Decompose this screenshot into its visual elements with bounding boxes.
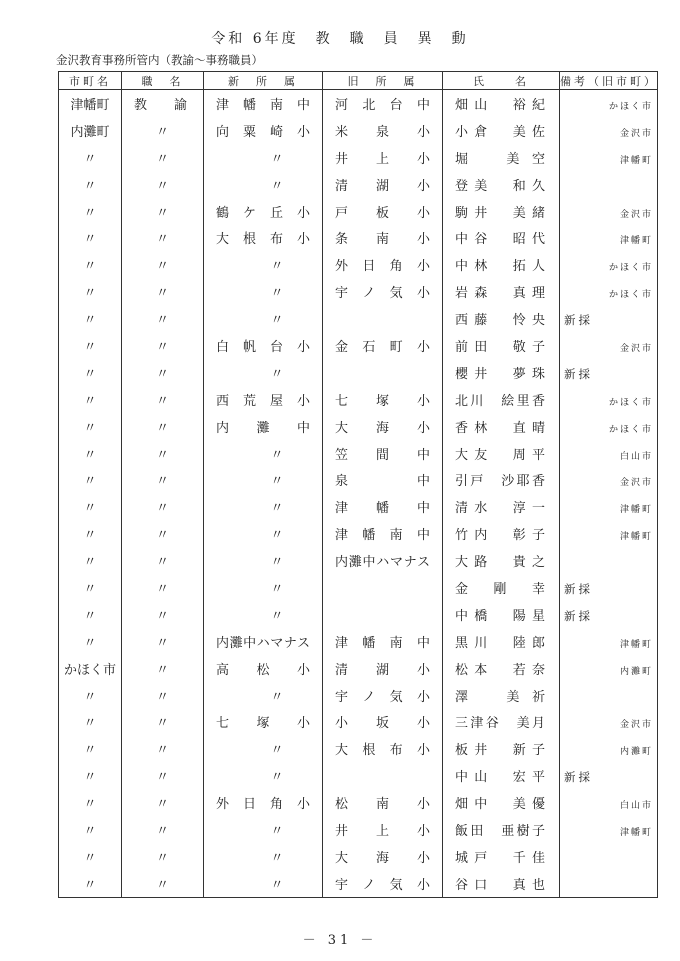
document-title: 令和 6年度 教 職 員 異 動 (211, 31, 469, 47)
previous-city: 金沢市 (619, 720, 653, 731)
cell-name: 谷口 真也 (443, 870, 560, 897)
cell-position: 〃 (122, 144, 204, 171)
cell-old-school: 津幡南中 (323, 520, 443, 547)
previous-city: 白山市 (619, 801, 653, 812)
cell-old-school: 米泉小 (323, 117, 443, 144)
previous-city: 内灘町 (619, 666, 653, 677)
cell-new-school: 〃 (204, 843, 323, 870)
cell-remarks (560, 332, 658, 359)
cell-old-school: 松南小 (323, 789, 443, 816)
header-position: 職 名 (122, 72, 204, 90)
table-row (59, 520, 658, 547)
cell-name: 香林 直晴 (443, 413, 560, 440)
cell-name: 中橋 陽星 (443, 601, 560, 628)
table-row (59, 574, 658, 601)
table-row (59, 466, 658, 493)
previous-city: 白山市 (619, 451, 653, 462)
cell-city: 〃 (59, 762, 122, 789)
table-row (59, 735, 658, 762)
cell-name: 小倉 美佐 (443, 117, 560, 144)
cell-old-school: 津幡中 (323, 493, 443, 520)
table-row (59, 413, 658, 440)
cell-remarks (560, 413, 658, 440)
table-row (59, 789, 658, 816)
cell-position: 〃 (122, 601, 204, 628)
previous-city: 金沢市 (619, 344, 653, 355)
cell-remarks (560, 682, 658, 709)
previous-city: かほく市 (608, 397, 653, 408)
cell-remarks (560, 278, 658, 305)
header-old-school: 旧 所 属 (323, 72, 443, 90)
cell-remarks (560, 574, 658, 601)
cell-position: 〃 (122, 359, 204, 386)
table-row (59, 305, 658, 332)
cell-remarks (560, 144, 658, 171)
cell-name: 中谷 昭代 (443, 224, 560, 251)
memo-new-hire: 新採 (564, 313, 593, 328)
cell-remarks (560, 735, 658, 762)
memo-new-hire: 新採 (564, 770, 593, 785)
cell-position: 〃 (122, 520, 204, 547)
cell-new-school: 〃 (204, 466, 323, 493)
cell-city: 〃 (59, 440, 122, 467)
previous-city: 津幡町 (619, 639, 653, 650)
cell-remarks (560, 520, 658, 547)
cell-new-school: 〃 (204, 601, 323, 628)
cell-remarks (560, 198, 658, 225)
cell-position: 〃 (122, 466, 204, 493)
cell-city: 〃 (59, 708, 122, 735)
table-row (59, 547, 658, 574)
cell-position: 〃 (122, 117, 204, 144)
table-row (59, 198, 658, 225)
cell-city: 〃 (59, 278, 122, 305)
cell-name: 金 剛 幸 (443, 574, 560, 601)
cell-remarks (560, 305, 658, 332)
cell-remarks (560, 251, 658, 278)
cell-city: 〃 (59, 682, 122, 709)
cell-name: 登美 和久 (443, 171, 560, 198)
cell-name: 飯田 亜樹子 (443, 816, 560, 843)
cell-new-school: 七塚小 (204, 708, 323, 735)
cell-position: 〃 (122, 198, 204, 225)
previous-city: 津幡町 (619, 532, 653, 543)
table-row (59, 117, 658, 144)
table-row (59, 386, 658, 413)
cell-new-school: 西荒屋小 (204, 386, 323, 413)
cell-new-school: 外日角小 (204, 789, 323, 816)
cell-position: 〃 (122, 870, 204, 897)
cell-new-school: 白帆台小 (204, 332, 323, 359)
cell-remarks (560, 628, 658, 655)
cell-city: かほく市 (59, 655, 122, 682)
memo-new-hire: 新採 (564, 608, 593, 623)
cell-old-school: 大根布小 (323, 735, 443, 762)
cell-new-school: 内灘中 (204, 413, 323, 440)
cell-city: 〃 (59, 171, 122, 198)
cell-name: 中山 宏平 (443, 762, 560, 789)
document-subtitle: 金沢教育事務所管内（教諭〜事務職員） (56, 53, 263, 67)
cell-position: 〃 (122, 789, 204, 816)
table-row (59, 332, 658, 359)
previous-city: 内灘町 (619, 747, 653, 758)
cell-old-school: 清湖小 (323, 171, 443, 198)
cell-remarks (560, 816, 658, 843)
cell-new-school: 〃 (204, 816, 323, 843)
cell-city: 〃 (59, 735, 122, 762)
cell-old-school: 戸板小 (323, 198, 443, 225)
cell-old-school (323, 305, 443, 332)
table-row (59, 601, 658, 628)
cell-new-school: 〃 (204, 870, 323, 897)
cell-old-school: 泉中 (323, 466, 443, 493)
cell-name: 澤 美祈 (443, 682, 560, 709)
cell-old-school (323, 359, 443, 386)
cell-city: 〃 (59, 789, 122, 816)
cell-city: 〃 (59, 601, 122, 628)
cell-city: 〃 (59, 870, 122, 897)
previous-city: 金沢市 (619, 128, 653, 139)
cell-name: 畑中 美優 (443, 789, 560, 816)
cell-remarks (560, 843, 658, 870)
cell-remarks (560, 547, 658, 574)
cell-name: 櫻井 夢珠 (443, 359, 560, 386)
cell-position: 〃 (122, 682, 204, 709)
cell-position: 〃 (122, 843, 204, 870)
cell-city: 〃 (59, 547, 122, 574)
previous-city: 津幡町 (619, 828, 653, 839)
cell-city: 〃 (59, 816, 122, 843)
cell-old-school: 小坂小 (323, 708, 443, 735)
cell-name: 北川 絵里香 (443, 386, 560, 413)
table-row (59, 682, 658, 709)
cell-old-school (323, 574, 443, 601)
cell-new-school: 〃 (204, 735, 323, 762)
table-row (59, 90, 658, 117)
cell-position: 〃 (122, 440, 204, 467)
cell-city: 〃 (59, 386, 122, 413)
header-name: 氏 名 (443, 72, 560, 90)
table-row (59, 171, 658, 198)
cell-new-school: 〃 (204, 574, 323, 601)
cell-city: 〃 (59, 198, 122, 225)
cell-old-school: 外日角小 (323, 251, 443, 278)
cell-city: 〃 (59, 628, 122, 655)
cell-old-school: 大海小 (323, 413, 443, 440)
cell-name: 城戸 千佳 (443, 843, 560, 870)
cell-name: 堀 美空 (443, 144, 560, 171)
cell-position: 〃 (122, 628, 204, 655)
cell-city: 〃 (59, 332, 122, 359)
cell-position: 〃 (122, 332, 204, 359)
cell-old-school: 宇ノ気小 (323, 870, 443, 897)
cell-old-school: 清湖小 (323, 655, 443, 682)
cell-name: 西藤 怜央 (443, 305, 560, 332)
cell-position: 〃 (122, 251, 204, 278)
cell-position: 〃 (122, 574, 204, 601)
cell-new-school: 〃 (204, 359, 323, 386)
cell-name: 岩森 真理 (443, 278, 560, 305)
cell-position: 〃 (122, 493, 204, 520)
cell-position: 〃 (122, 171, 204, 198)
cell-remarks (560, 870, 658, 897)
cell-position: 〃 (122, 547, 204, 574)
previous-city: かほく市 (608, 424, 653, 435)
previous-city: 津幡町 (619, 236, 653, 247)
table-row (59, 843, 658, 870)
previous-city: 津幡町 (619, 155, 653, 166)
cell-new-school: 〃 (204, 171, 323, 198)
table-row (59, 493, 658, 520)
cell-city: 〃 (59, 466, 122, 493)
cell-old-school: 宇ノ気小 (323, 278, 443, 305)
cell-position: 教諭 (122, 90, 204, 117)
cell-old-school: 金石町小 (323, 332, 443, 359)
cell-new-school: 〃 (204, 762, 323, 789)
cell-name: 清水 淳一 (443, 493, 560, 520)
cell-old-school: 井上小 (323, 144, 443, 171)
cell-name: 大友 周平 (443, 440, 560, 467)
cell-old-school: 井上小 (323, 816, 443, 843)
previous-city: 金沢市 (619, 209, 653, 220)
cell-new-school: 向粟崎小 (204, 117, 323, 144)
cell-city: 〃 (59, 413, 122, 440)
cell-position: 〃 (122, 762, 204, 789)
cell-remarks (560, 762, 658, 789)
cell-city: 〃 (59, 574, 122, 601)
cell-position: 〃 (122, 278, 204, 305)
table-row (59, 655, 658, 682)
cell-old-school: 条南小 (323, 224, 443, 251)
table-row (59, 816, 658, 843)
cell-remarks (560, 90, 658, 117)
cell-new-school: 大根布小 (204, 224, 323, 251)
table-header-row (59, 72, 658, 90)
cell-position: 〃 (122, 305, 204, 332)
cell-name: 竹内 彰子 (443, 520, 560, 547)
cell-remarks (560, 440, 658, 467)
cell-new-school: 〃 (204, 520, 323, 547)
header-city: 市町名 (59, 72, 122, 90)
cell-name: 前田 敬子 (443, 332, 560, 359)
cell-old-school: 内灘中ハマナス (323, 547, 443, 574)
table-row (59, 144, 658, 171)
cell-new-school: 〃 (204, 547, 323, 574)
cell-position: 〃 (122, 708, 204, 735)
cell-new-school: 津幡南中 (204, 90, 323, 117)
cell-new-school: 〃 (204, 251, 323, 278)
cell-city: 内灘町 (59, 117, 122, 144)
table-row (59, 762, 658, 789)
cell-remarks (560, 708, 658, 735)
cell-old-school: 宇ノ気小 (323, 682, 443, 709)
previous-city: 津幡町 (619, 505, 653, 516)
cell-position: 〃 (122, 816, 204, 843)
cell-new-school: 〃 (204, 278, 323, 305)
cell-remarks (560, 466, 658, 493)
cell-name: 畑山 裕紀 (443, 90, 560, 117)
cell-name: 駒井 美緒 (443, 198, 560, 225)
cell-remarks (560, 224, 658, 251)
cell-position: 〃 (122, 386, 204, 413)
cell-new-school: 〃 (204, 305, 323, 332)
cell-new-school: 〃 (204, 440, 323, 467)
table-row (59, 708, 658, 735)
cell-name: 引戸 沙耶香 (443, 466, 560, 493)
cell-new-school: 高松小 (204, 655, 323, 682)
cell-new-school: 〃 (204, 682, 323, 709)
transfer-table (58, 71, 658, 898)
cell-position: 〃 (122, 655, 204, 682)
cell-city: 津幡町 (59, 90, 122, 117)
cell-name: 三津谷 美月 (443, 708, 560, 735)
table-body (59, 90, 658, 898)
header-new-school: 新 所 属 (204, 72, 323, 90)
previous-city: 金沢市 (619, 478, 653, 489)
cell-new-school: 内灘中ハマナス (204, 628, 323, 655)
cell-remarks (560, 386, 658, 413)
memo-new-hire: 新採 (564, 582, 593, 597)
cell-city: 〃 (59, 305, 122, 332)
cell-name: 松本 若奈 (443, 655, 560, 682)
table-row (59, 278, 658, 305)
cell-old-school: 笠間中 (323, 440, 443, 467)
cell-remarks (560, 655, 658, 682)
cell-remarks (560, 117, 658, 144)
cell-remarks (560, 359, 658, 386)
memo-new-hire: 新採 (564, 366, 593, 381)
table-row (59, 628, 658, 655)
table-row (59, 359, 658, 386)
cell-old-school (323, 762, 443, 789)
cell-name: 板井 新子 (443, 735, 560, 762)
cell-old-school: 七塚小 (323, 386, 443, 413)
previous-city: かほく市 (608, 290, 653, 301)
cell-remarks (560, 493, 658, 520)
cell-position: 〃 (122, 224, 204, 251)
table-row (59, 440, 658, 467)
cell-new-school: 〃 (204, 144, 323, 171)
cell-city: 〃 (59, 224, 122, 251)
cell-remarks (560, 601, 658, 628)
cell-city: 〃 (59, 843, 122, 870)
cell-name: 中林 拓人 (443, 251, 560, 278)
table-row (59, 251, 658, 278)
cell-new-school: 鶴ケ丘小 (204, 198, 323, 225)
cell-city: 〃 (59, 251, 122, 278)
cell-city: 〃 (59, 520, 122, 547)
cell-old-school (323, 601, 443, 628)
previous-city: かほく市 (608, 263, 653, 274)
previous-city: かほく市 (608, 102, 653, 112)
cell-new-school: 〃 (204, 493, 323, 520)
cell-old-school: 大海小 (323, 843, 443, 870)
cell-position: 〃 (122, 413, 204, 440)
cell-city: 〃 (59, 144, 122, 171)
table-row (59, 224, 658, 251)
header-remarks: 備考（旧市町） (560, 72, 658, 90)
cell-remarks (560, 171, 658, 198)
cell-city: 〃 (59, 493, 122, 520)
cell-old-school: 津幡南中 (323, 628, 443, 655)
cell-name: 大路 貴之 (443, 547, 560, 574)
cell-name: 黒川 陸郎 (443, 628, 560, 655)
cell-remarks (560, 789, 658, 816)
cell-position: 〃 (122, 735, 204, 762)
cell-city: 〃 (59, 359, 122, 386)
table-row (59, 870, 658, 897)
cell-old-school: 河北台中 (323, 90, 443, 117)
page-number: － 31 － (302, 933, 378, 948)
